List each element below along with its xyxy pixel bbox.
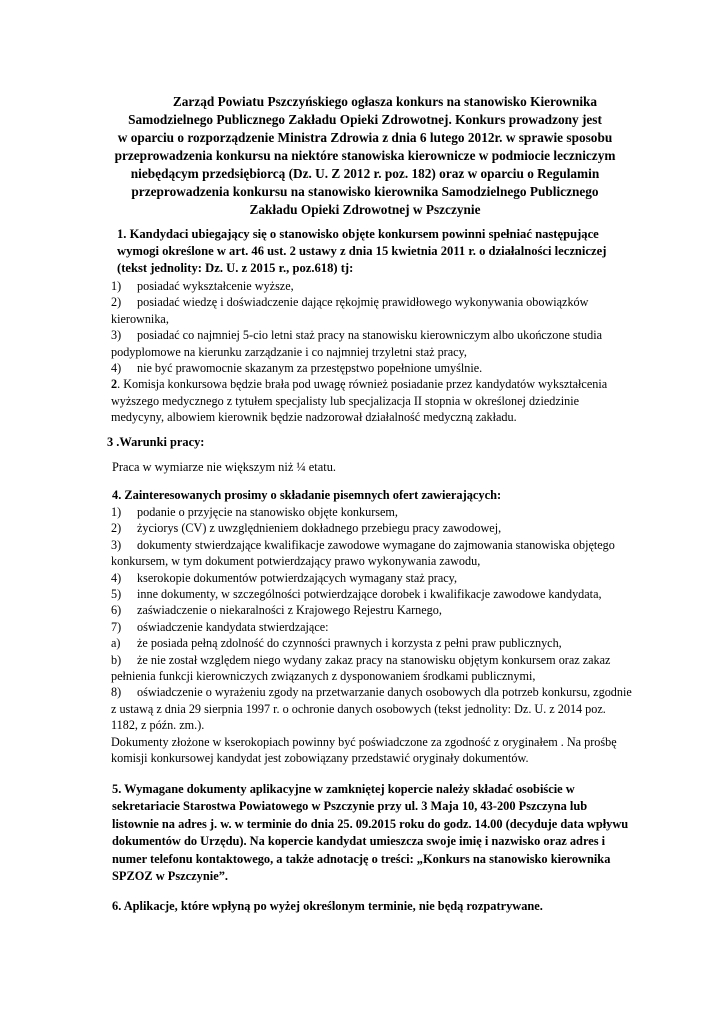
list-item-number: 1) [111, 505, 122, 519]
section2-text: . Komisja konkursowa będzie brała pod uwagę również posiadanie przez kandydatów wykształcenia wyższego medycznego z tytułem specjalisty lub specjalizacja II stopnia w określonej dziedzinie medycyny, albowiem kierownik będzie nadzorował działalność medyczną zakładu. [111, 377, 608, 425]
list-item [111, 520, 633, 536]
list-item-number: 4) [111, 361, 122, 376]
list-item-text: posiadać co najmniej 5-cio letni staż pracy na stanowisku kierowniczym albo ukończone studia podyplomowe na kierunku zarządzanie i co najmniej trzyletni staż pracy, [111, 328, 603, 359]
list-item-number: 5) [111, 587, 122, 602]
list-item-text: nie być prawomocnie skazanym za przestępstwo popełnione umyślnie. [137, 361, 483, 376]
list-item-text: posiadać wiedzę i doświadczenie dające rękojmię prawidłowego wykonywania obowiązków kierownika, [111, 295, 589, 326]
header-line-1: Zarząd Powiatu Pszczyńskiego ogłasza konkurs na stanowisko Kierownika [172, 94, 598, 109]
section2-number: 2 [111, 377, 118, 392]
list-item-text: kserokopie dokumentów potwierdzających wymagany staż pracy, [137, 570, 458, 585]
list-item-number: a) [111, 636, 121, 651]
announcement-header [86, 93, 644, 219]
section4-documents-list [111, 504, 633, 767]
list-item-text: że nie został względem niego wydany zakaz pracy na stanowisku objętym konkursem oraz zakaz pełnienia funkcji kierowniczych związanych z dysponowaniem środkami publicznymi, [111, 652, 611, 684]
list-item [111, 294, 633, 327]
header-line-6: przeprowadzenia konkursu na stanowisko kierownika Samodzielnego Publicznego [131, 184, 599, 199]
list-item [111, 278, 633, 294]
list-item-text: życiorys (CV) z uwzględnieniem dokładnego przebiegu pracy zawodowej, [137, 521, 502, 536]
list-item [111, 570, 633, 586]
list-item [111, 504, 633, 520]
list-item-number: 6) [111, 603, 122, 618]
section3-title: 3 .Warunki pracy: [107, 435, 205, 449]
list-item [111, 327, 633, 360]
header-line-5: niebędącym przedsiębiorcą (Dz. U. Z 2012 r. poz. 182) oraz w oparciu o Regulamin [130, 166, 600, 181]
list-item [111, 635, 633, 651]
section5-paragraph: 5. Wymagane dokumenty aplikacyjne w zamkniętej kopercie należy składać osobiście w sekretariacie Starostwa Powiatowego w Pszczynie przy ul. 3 Maja 10, 43-200 Pszczyna lub listownie na adres j. w. w terminie do dnia 25. 09.2015 roku do godz. 14.00 (decyduje data wpływu dokumentów do Urzędu). Na kopercie kandydat umieszcza swoje imię i nazwisko oraz adres i numer telefonu kontaktowego, a także adnotację o treści: „Konkurs na stanowisko kierownika SPZOZ w Pszczynie”. [112, 782, 629, 884]
header-line-7: Zakładu Opieki Zdrowotnej w Pszczynie [249, 202, 481, 217]
list-item-text: dokumenty stwierdzające kwalifikacje zawodowe wymagane do zajmowania stanowiska objętego konkursem, w tym dokument potwierdzający prawo wykonywania zawodu, [111, 537, 615, 569]
list-item-number: 2) [111, 521, 122, 536]
list-item [111, 652, 633, 685]
list-item-text: oświadczenie kandydata stwierdzające: [137, 619, 329, 634]
list-item-number: b) [111, 652, 122, 667]
list-item-text: podanie o przyjęcie na stanowisko objęte konkursem, [137, 505, 398, 519]
list-item-text: oświadczenie o wyrażeniu zgody na przetwarzanie danych osobowych dla potrzeb konkursu, zgodnie z ustawą z dnia 29 sierpnia 1997 r. o ochronie danych osobowych (tekst jednolity: Dz. U. z 2014 poz. 1182, z późn. zm.). [111, 685, 632, 733]
section3-text: Praca w wymiarze nie większym niż ¼ etatu. [112, 460, 336, 474]
list-item [111, 537, 633, 570]
list-item-number: 7) [111, 619, 122, 634]
section4-title: 4. Zainteresowanych prosimy o składanie pisemnych ofert zawierających: [112, 488, 502, 502]
header-line-3: w oparciu o rozporządzenie Ministra Zdrowia z dnia 6 lutego 2012r. w sprawie sposobu [117, 130, 613, 145]
list-item [111, 586, 633, 602]
list-item-number: 2) [111, 295, 122, 310]
list-item [111, 619, 633, 635]
list-item-text: inne dokumenty, w szczególności potwierdzające dorobek i kwalifikacje zawodowe kandydata, [137, 587, 602, 602]
section1-requirements-list [111, 278, 633, 426]
list-item-number: 1) [111, 279, 122, 293]
list-item [111, 684, 633, 733]
list-item [111, 360, 633, 376]
section4-note: Dokumenty złożone w kserokopiach powinny być poświadczone za zgodność z oryginałem . Na prośbę komisji konkursowej kandydat jest zobowiązany przedstawić oryginały dokumentów. [111, 734, 617, 766]
header-line-2: Samodzielnego Publicznego Zakładu Opieki Zdrowotnej. Konkurs prowadzony jest [128, 112, 602, 127]
list-item-number: 4) [111, 570, 122, 585]
list-item-number: 3) [111, 537, 122, 552]
list-item-text: zaświadczenie o niekaralności z Krajowego Rejestru Karnego, [137, 603, 442, 618]
section2-paragraph [111, 376, 633, 425]
list-item [111, 602, 633, 618]
list-item-number: 8) [111, 685, 122, 700]
header-line-4: przeprowadzenia konkursu na niektóre stanowiska kierownicze w podmiocie leczniczym [114, 148, 616, 163]
list-item-text: posiadać wykształcenie wyższe, [137, 279, 294, 293]
section1-intro: 1. Kandydaci ubiegający się o stanowisko objęte konkursem powinni spełniać następujące wymogi określone w art. 46 ust. 2 ustawy z dnia 15 kwietnia 2011 r. o działalności leczniczej (tekst jednolity: Dz. U. z 2015 r., poz.618) tj: [117, 227, 607, 275]
section6-paragraph: 6. Aplikacje, które wpłyną po wyżej określonym terminie, nie będą rozpatrywane. [112, 899, 543, 913]
list-item-text: że posiada pełną zdolność do czynności prawnych i korzysta z pełni praw publicznych, [137, 636, 562, 651]
list-item-number: 3) [111, 328, 122, 343]
